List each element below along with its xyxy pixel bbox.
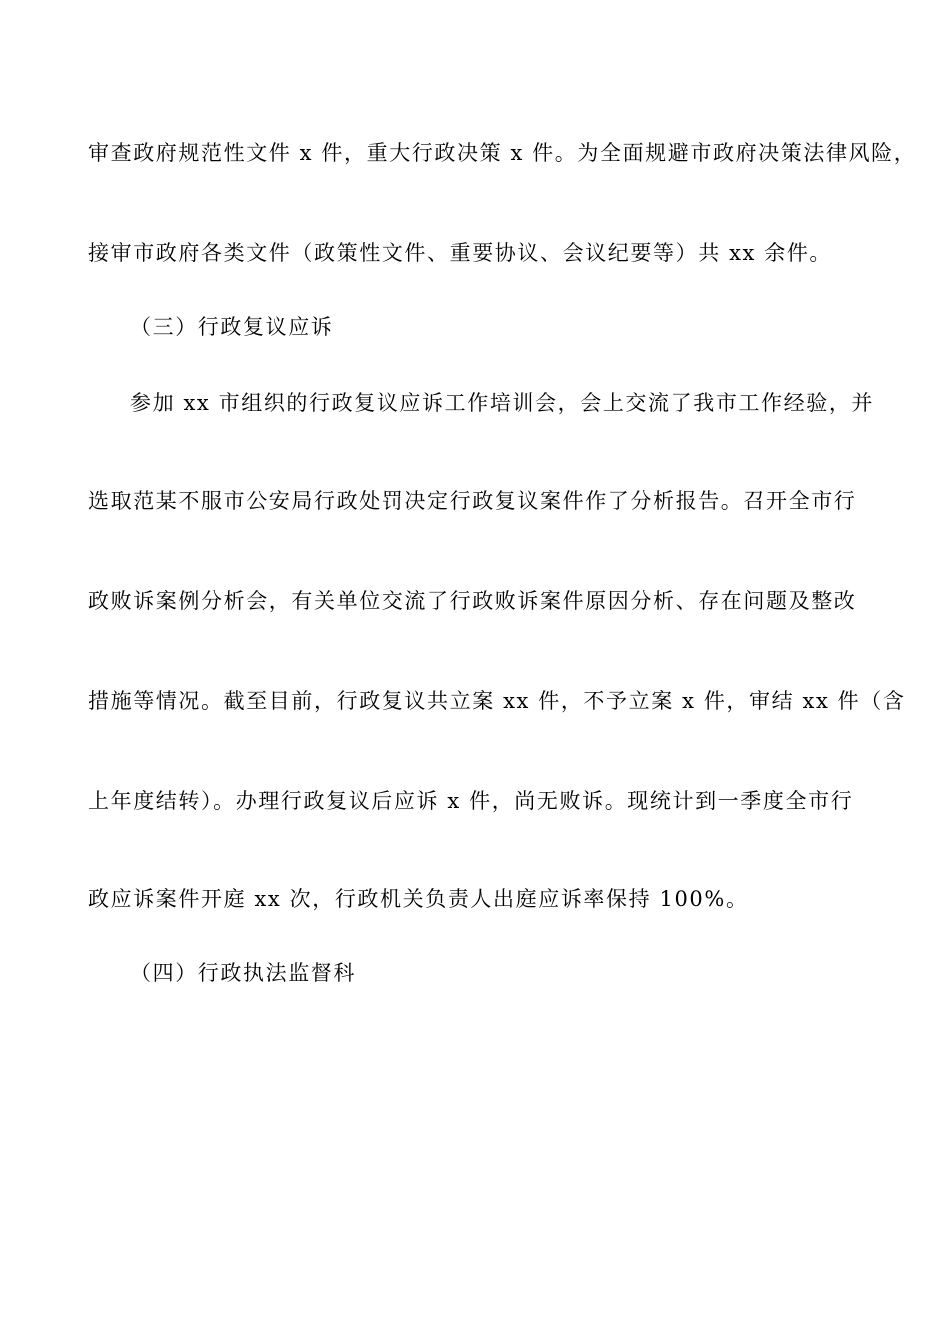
paragraph-line-3: 参加 xx 市组织的行政复议应诉工作培训会，会上交流了我市工作经验，并 [130, 391, 875, 415]
paragraph-line-1: 审查政府规范性文件 x 件，重大行政决策 x 件。为全面规避市政府决策法律风险， [88, 141, 917, 165]
paragraph-line-4: 选取范某不服市公安局行政处罚决定行政复议案件作了分析报告。召开全市行 [88, 489, 857, 513]
paragraph-line-6: 措施等情况。截至目前，行政复议共立案 xx 件，不予立案 x 件，审结 xx 件（含 [88, 689, 906, 713]
paragraph-line-7: 上年度结转）。办理行政复议后应诉 x 件，尚无败诉。现统计到一季度全市行 [88, 789, 854, 813]
section-heading-4: （四）行政执法监督科 [130, 961, 356, 985]
paragraph-line-8: 政应诉案件开庭 xx 次，行政机关负责人出庭应诉率保持 100%。 [88, 887, 749, 911]
section-heading-3: （三）行政复议应诉 [130, 315, 334, 339]
paragraph-line-5: 政败诉案例分析会，有关单位交流了行政败诉案件原因分析、存在问题及整改 [88, 589, 857, 613]
paragraph-line-2: 接审市政府各类文件（政策性文件、重要协议、会议纪要等）共 xx 余件。 [88, 241, 833, 265]
